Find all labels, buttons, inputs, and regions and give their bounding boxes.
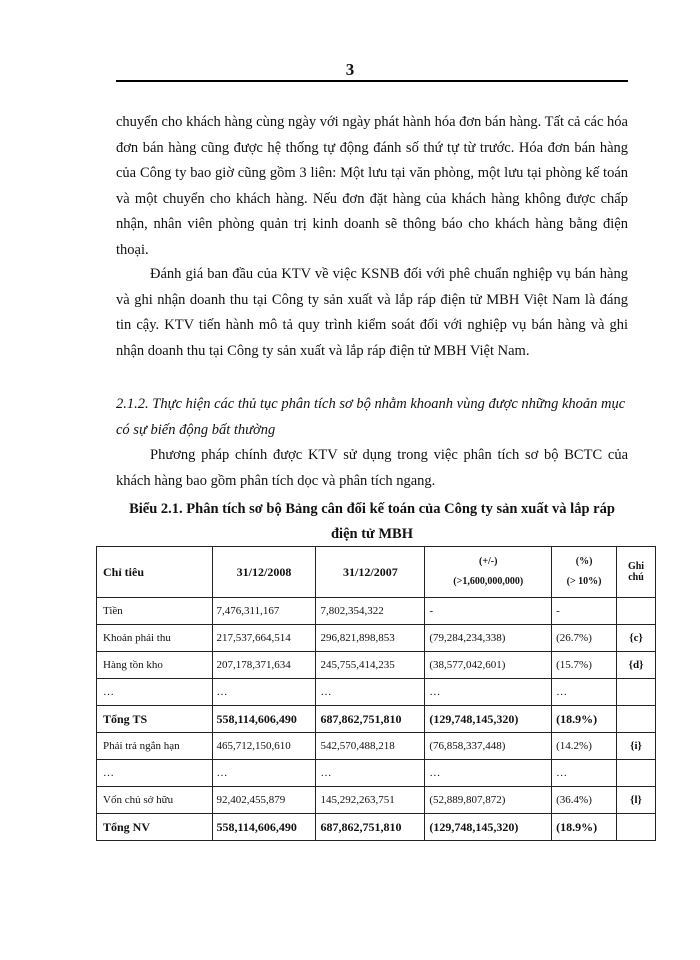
header-2007: 31/12/2007 xyxy=(316,547,425,598)
cell-note: {i} xyxy=(617,733,656,760)
cell-2008: … xyxy=(212,760,316,787)
cell-2007: … xyxy=(316,679,425,706)
table-row xyxy=(97,733,656,760)
cell-2007: 145,292,263,751 xyxy=(316,787,425,814)
cell-note xyxy=(617,598,656,625)
cell-percent: … xyxy=(552,760,617,787)
cell-2008: 465,712,150,610 xyxy=(212,733,316,760)
cell-difference: (79,284,234,338) xyxy=(425,625,552,652)
cell-2007: 7,802,354,322 xyxy=(316,598,425,625)
cell-2007: 296,821,898,853 xyxy=(316,625,425,652)
cell-note xyxy=(617,814,656,841)
cell-2007: 245,755,414,235 xyxy=(316,652,425,679)
cell-2008: … xyxy=(212,679,316,706)
header-difference xyxy=(425,547,552,598)
cell-item: … xyxy=(97,679,213,706)
cell-item: Khoản phải thu xyxy=(97,625,213,652)
cell-percent: (15.7%) xyxy=(552,652,617,679)
header-percent xyxy=(552,547,617,598)
cell-percent: (36.4%) xyxy=(552,787,617,814)
cell-item: Tiền xyxy=(97,598,213,625)
page-number: 3 xyxy=(345,60,355,79)
cell-2008: 558,114,606,490 xyxy=(212,706,316,733)
header-percent-threshold: (> 10%) xyxy=(566,576,602,587)
header-percent-sign: (%) xyxy=(575,556,593,567)
header-difference-sign: (+/-) xyxy=(479,556,498,567)
header-difference-threshold: (>1,600,000,000) xyxy=(453,576,524,587)
paragraph-analysis-method: Phương pháp chính được KTV sử dụng trong việc phân tích sơ bộ BCTC của khách hàng bao gồm phân tích dọc và phân tích ngang. xyxy=(116,447,628,489)
cell-difference: … xyxy=(425,760,552,787)
cell-2008: 558,114,606,490 xyxy=(212,814,316,841)
cell-note: {l} xyxy=(617,787,656,814)
table-row xyxy=(97,652,656,679)
cell-difference: (76,858,337,448) xyxy=(425,733,552,760)
section-heading: 2.1.2. Thực hiện các thủ tục phân tích sơ bộ nhằm khoanh vùng được những khoản mục có sự biến động bất thường xyxy=(116,396,626,438)
cell-difference: (52,889,807,872) xyxy=(425,787,552,814)
cell-note xyxy=(617,679,656,706)
cell-percent: (26.7%) xyxy=(552,625,617,652)
cell-item: Tổng NV xyxy=(97,814,213,841)
cell-difference: (129,748,145,320) xyxy=(425,706,552,733)
paragraph-invoice-process: chuyển cho khách hàng cùng ngày với ngày phát hành hóa đơn bán hàng. Tất cả các hóa đơn bán hàng cũng được hệ thống tự động đánh số thứ tự từ trước. Hóa đơn bán hàng của Công ty bao giờ cũng gồm 3 liên: Một lưu tại văn phòng, một lưu tại phòng kế toán và một chuyển cho khách hàng. Nếu đơn đặt hàng của khách hàng không được chấp nhận, nhân viên phòng quản trị kinh doanh sẽ thông báo cho khách hàng bằng điện thoại. xyxy=(116,114,628,258)
table-row xyxy=(97,679,656,706)
balance-sheet-table xyxy=(96,546,656,841)
cell-2007: 687,862,751,810 xyxy=(316,706,425,733)
cell-percent: (18.9%) xyxy=(552,706,617,733)
cell-2007: 542,570,488,218 xyxy=(316,733,425,760)
cell-item: Hàng tồn kho xyxy=(97,652,213,679)
cell-note xyxy=(617,760,656,787)
cell-2008: 7,476,311,167 xyxy=(212,598,316,625)
paragraph-internal-control-assessment: Đánh giá ban đầu của KTV về việc KSNB đối với phê chuẩn nghiệp vụ bán hàng và ghi nhận doanh thu tại Công ty sản xuất và lắp ráp điện tử MBH Việt Nam là đáng tin cậy. KTV tiến hành mô tả quy trình kiểm soát đối với nghiệp vụ bán hàng và ghi nhận doanh thu tại Công ty sản xuất và lắp ráp điện tử MBH Việt Nam. xyxy=(116,266,628,359)
cell-percent: (14.2%) xyxy=(552,733,617,760)
table-body xyxy=(97,598,656,841)
header-item: Chỉ tiêu xyxy=(97,547,213,598)
cell-item: Vốn chủ sở hữu xyxy=(97,787,213,814)
header-note: Ghi chú xyxy=(617,547,656,598)
cell-item: … xyxy=(97,760,213,787)
table-header-row xyxy=(97,547,656,598)
header-2008: 31/12/2008 xyxy=(212,547,316,598)
cell-percent: - xyxy=(552,598,617,625)
cell-2008: 92,402,455,879 xyxy=(212,787,316,814)
cell-difference: … xyxy=(425,679,552,706)
cell-note xyxy=(617,706,656,733)
header-rule xyxy=(116,80,628,82)
cell-2008: 207,178,371,634 xyxy=(212,652,316,679)
cell-note: {c} xyxy=(617,625,656,652)
table-row xyxy=(97,787,656,814)
cell-item: Phải trả ngắn hạn xyxy=(97,733,213,760)
cell-2008: 217,537,664,514 xyxy=(212,625,316,652)
cell-percent: (18.9%) xyxy=(552,814,617,841)
cell-2007: … xyxy=(316,760,425,787)
cell-note: {d} xyxy=(617,652,656,679)
table-row xyxy=(97,598,656,625)
cell-difference: - xyxy=(425,598,552,625)
cell-2007: 687,862,751,810 xyxy=(316,814,425,841)
table-row xyxy=(97,760,656,787)
table-caption: Biểu 2.1. Phân tích sơ bộ Bảng cân đối kế toán của Công ty sản xuất và lắp ráp điện tử MBH xyxy=(129,501,615,542)
table-row xyxy=(97,625,656,652)
cell-difference: (38,577,042,601) xyxy=(425,652,552,679)
cell-difference: (129,748,145,320) xyxy=(425,814,552,841)
cell-percent: … xyxy=(552,679,617,706)
table-total-row xyxy=(97,706,656,733)
cell-item: Tổng TS xyxy=(97,706,213,733)
table-total-row xyxy=(97,814,656,841)
